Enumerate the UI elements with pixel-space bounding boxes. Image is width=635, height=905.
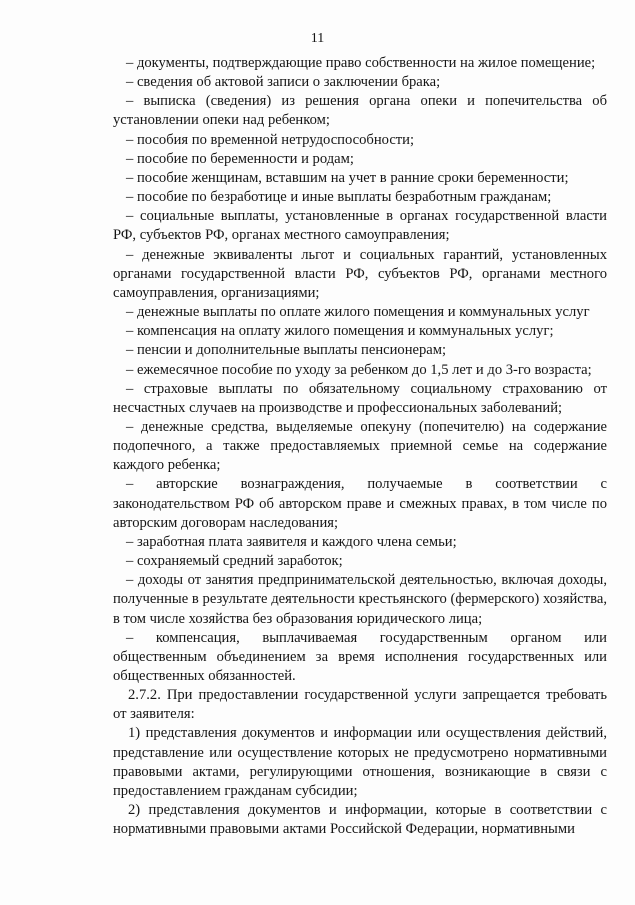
list-item: – пособия по временной нетрудоспособности; <box>126 131 415 148</box>
document-body <box>113 54 607 839</box>
list-item: – авторские вознаграждения, получаемые в соответствии с законодательством РФ об авторском праве и смежных правах, в том числе по авторским договорам наследования; <box>113 476 607 531</box>
list-item: – пособие по беременности и родам; <box>126 150 354 167</box>
list-item: – компенсация, выплачиваемая государственным органом или общественным объединением за время исполнения государственных или общественных обязанностей. <box>113 629 607 684</box>
list-item: – социальные выплаты, установленные в органах государственной власти РФ, субъектов РФ, органах местного самоуправления; <box>113 208 607 244</box>
list-item: – пособие женщинам, вставшим на учет в ранние сроки беременности; <box>126 169 569 186</box>
list-item: – заработная плата заявителя и каждого члена семьи; <box>126 533 457 550</box>
list-item: – денежные выплаты по оплате жилого помещения и коммунальных услуг <box>126 304 590 321</box>
list-item: – денежные эквиваленты льгот и социальных гарантий, установленных органами государственной власти РФ, субъектов РФ, органами местного самоуправления, организациями; <box>113 246 607 301</box>
section-paragraph: 2.7.2. При предоставлении государственной услуги запрещается требовать от заявителя: <box>113 687 607 723</box>
list-item: – доходы от занятия предпринимательской деятельностью, включая доходы, полученные в результате деятельности крестьянского (фермерского) хозяйства, в том числе хозяйства без образования юридического лица; <box>113 572 607 627</box>
list-item: – сведения об актовой записи о заключении брака; <box>126 74 441 91</box>
list-item: – ежемесячное пособие по уходу за ребенком до 1,5 лет и до 3-го возраста; <box>126 361 592 378</box>
list-item: – пенсии и дополнительные выплаты пенсионерам; <box>126 342 447 359</box>
list-item: – страховые выплаты по обязательному социальному страхованию от несчастных случаев на производстве и профессиональных заболеваний; <box>113 380 607 416</box>
list-item: – выписка (сведения) из решения органа опеки и попечительства об установлении опеки над ребенком; <box>113 93 607 129</box>
numbered-item: 1) представления документов и информации или осуществления действий, представление или осуществление которых не предусмотрено нормативными правовыми актами, регулирующими отношения, возникающие в связи с предоставлением гражданам субсидии; <box>113 725 607 799</box>
page-number: 11 <box>310 31 325 46</box>
list-item: – компенсация на оплату жилого помещения и коммунальных услуг; <box>126 323 554 340</box>
numbered-item: 2) представления документов и информации, которые в соответствии с нормативными правовыми актами Российской Федерации, нормативными <box>113 802 607 838</box>
list-item: – документы, подтверждающие право собственности на жилое помещение; <box>126 55 596 71</box>
list-item: – денежные средства, выделяемые опекуну (попечителю) на содержание подопечного, а также предоставляемых приемной семье на содержание каждого ребенка; <box>113 418 607 474</box>
list-item: – сохраняемый средний заработок; <box>126 553 343 570</box>
list-item: – пособие по безработице и иные выплаты безработным гражданам; <box>126 189 552 206</box>
